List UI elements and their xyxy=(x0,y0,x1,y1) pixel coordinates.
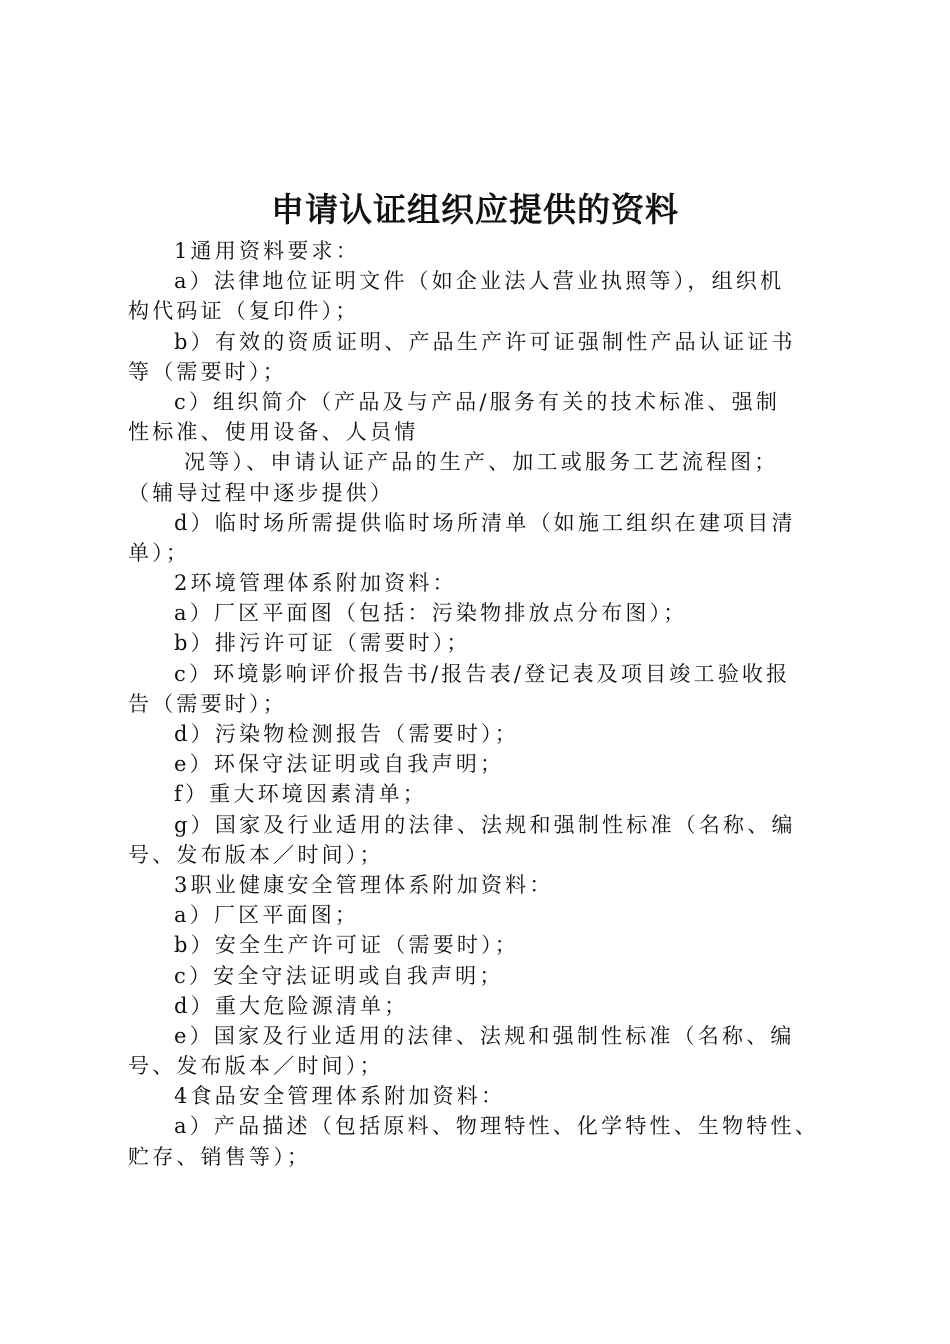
text-line: 单）； xyxy=(128,540,191,565)
document-body xyxy=(128,236,848,1172)
text-line: 4食品安全管理体系附加资料： xyxy=(174,1084,506,1109)
text-line: b）有效的资质证明、产品生产许可证强制性产品认证证书 xyxy=(174,329,796,354)
text-line: 况等）、申请认证产品的生产、加工或服务工艺流程图； xyxy=(184,450,779,475)
text-line: e）国家及行业适用的法律、法规和强制性标准（名称、编 xyxy=(174,1023,795,1048)
text-line: a）法律地位证明文件（如企业法人营业执照等），组织机 xyxy=(174,269,785,294)
text-line: （辅导过程中逐步提供） xyxy=(128,480,395,505)
text-line: a）产品描述（包括原料、物理特性、化学特性、生物特性、 xyxy=(174,1114,819,1139)
text-line: 2环境管理体系附加资料： xyxy=(174,571,457,596)
text-line: 号、发布版本／时间）； xyxy=(128,1054,384,1079)
text-line: f）重大环境因素清单； xyxy=(174,782,427,807)
text-line: d）重大危险源清单； xyxy=(174,993,409,1018)
text-line: d）污染物检测报告（需要时）； xyxy=(174,722,519,746)
text-line: c）安全守法证明或自我声明； xyxy=(174,963,504,988)
text-line: e）环保守法证明或自我声明； xyxy=(174,752,505,777)
text-line: a）厂区平面图； xyxy=(174,903,360,928)
document-title: 申请认证组织应提供的资料 xyxy=(271,190,679,229)
text-line: c）组织简介（产品及与产品/服务有关的技术标准、强制 xyxy=(174,389,781,414)
text-line: 告（需要时）； xyxy=(128,691,287,716)
text-line: c）环境影响评价报告书/报告表/登记表及项目竣工验收报 xyxy=(174,661,791,686)
text-line: d）临时场所需提供临时场所清单（如施工组织在建项目清 xyxy=(174,510,796,535)
text-line: 等（需要时）； xyxy=(128,359,287,384)
text-line: 号、发布版本／时间）； xyxy=(128,842,384,867)
text-line: 贮存、销售等）； xyxy=(128,1144,312,1169)
text-line: a）厂区平面图（包括：污染物排放点分布图）； xyxy=(174,601,688,626)
text-line: 1通用资料要求： xyxy=(174,239,360,263)
text-line: b）排污许可证（需要时）； xyxy=(174,631,471,656)
text-line: b）安全生产许可证（需要时）； xyxy=(174,933,519,958)
text-line: 3职业健康安全管理体系附加资料： xyxy=(174,872,554,897)
text-line: g）国家及行业适用的法律、法规和强制性标准（名称、编 xyxy=(174,812,796,837)
text-line: 性标准、使用设备、人员情 xyxy=(128,420,419,445)
text-line: 构代码证（复印件）； xyxy=(128,299,360,324)
